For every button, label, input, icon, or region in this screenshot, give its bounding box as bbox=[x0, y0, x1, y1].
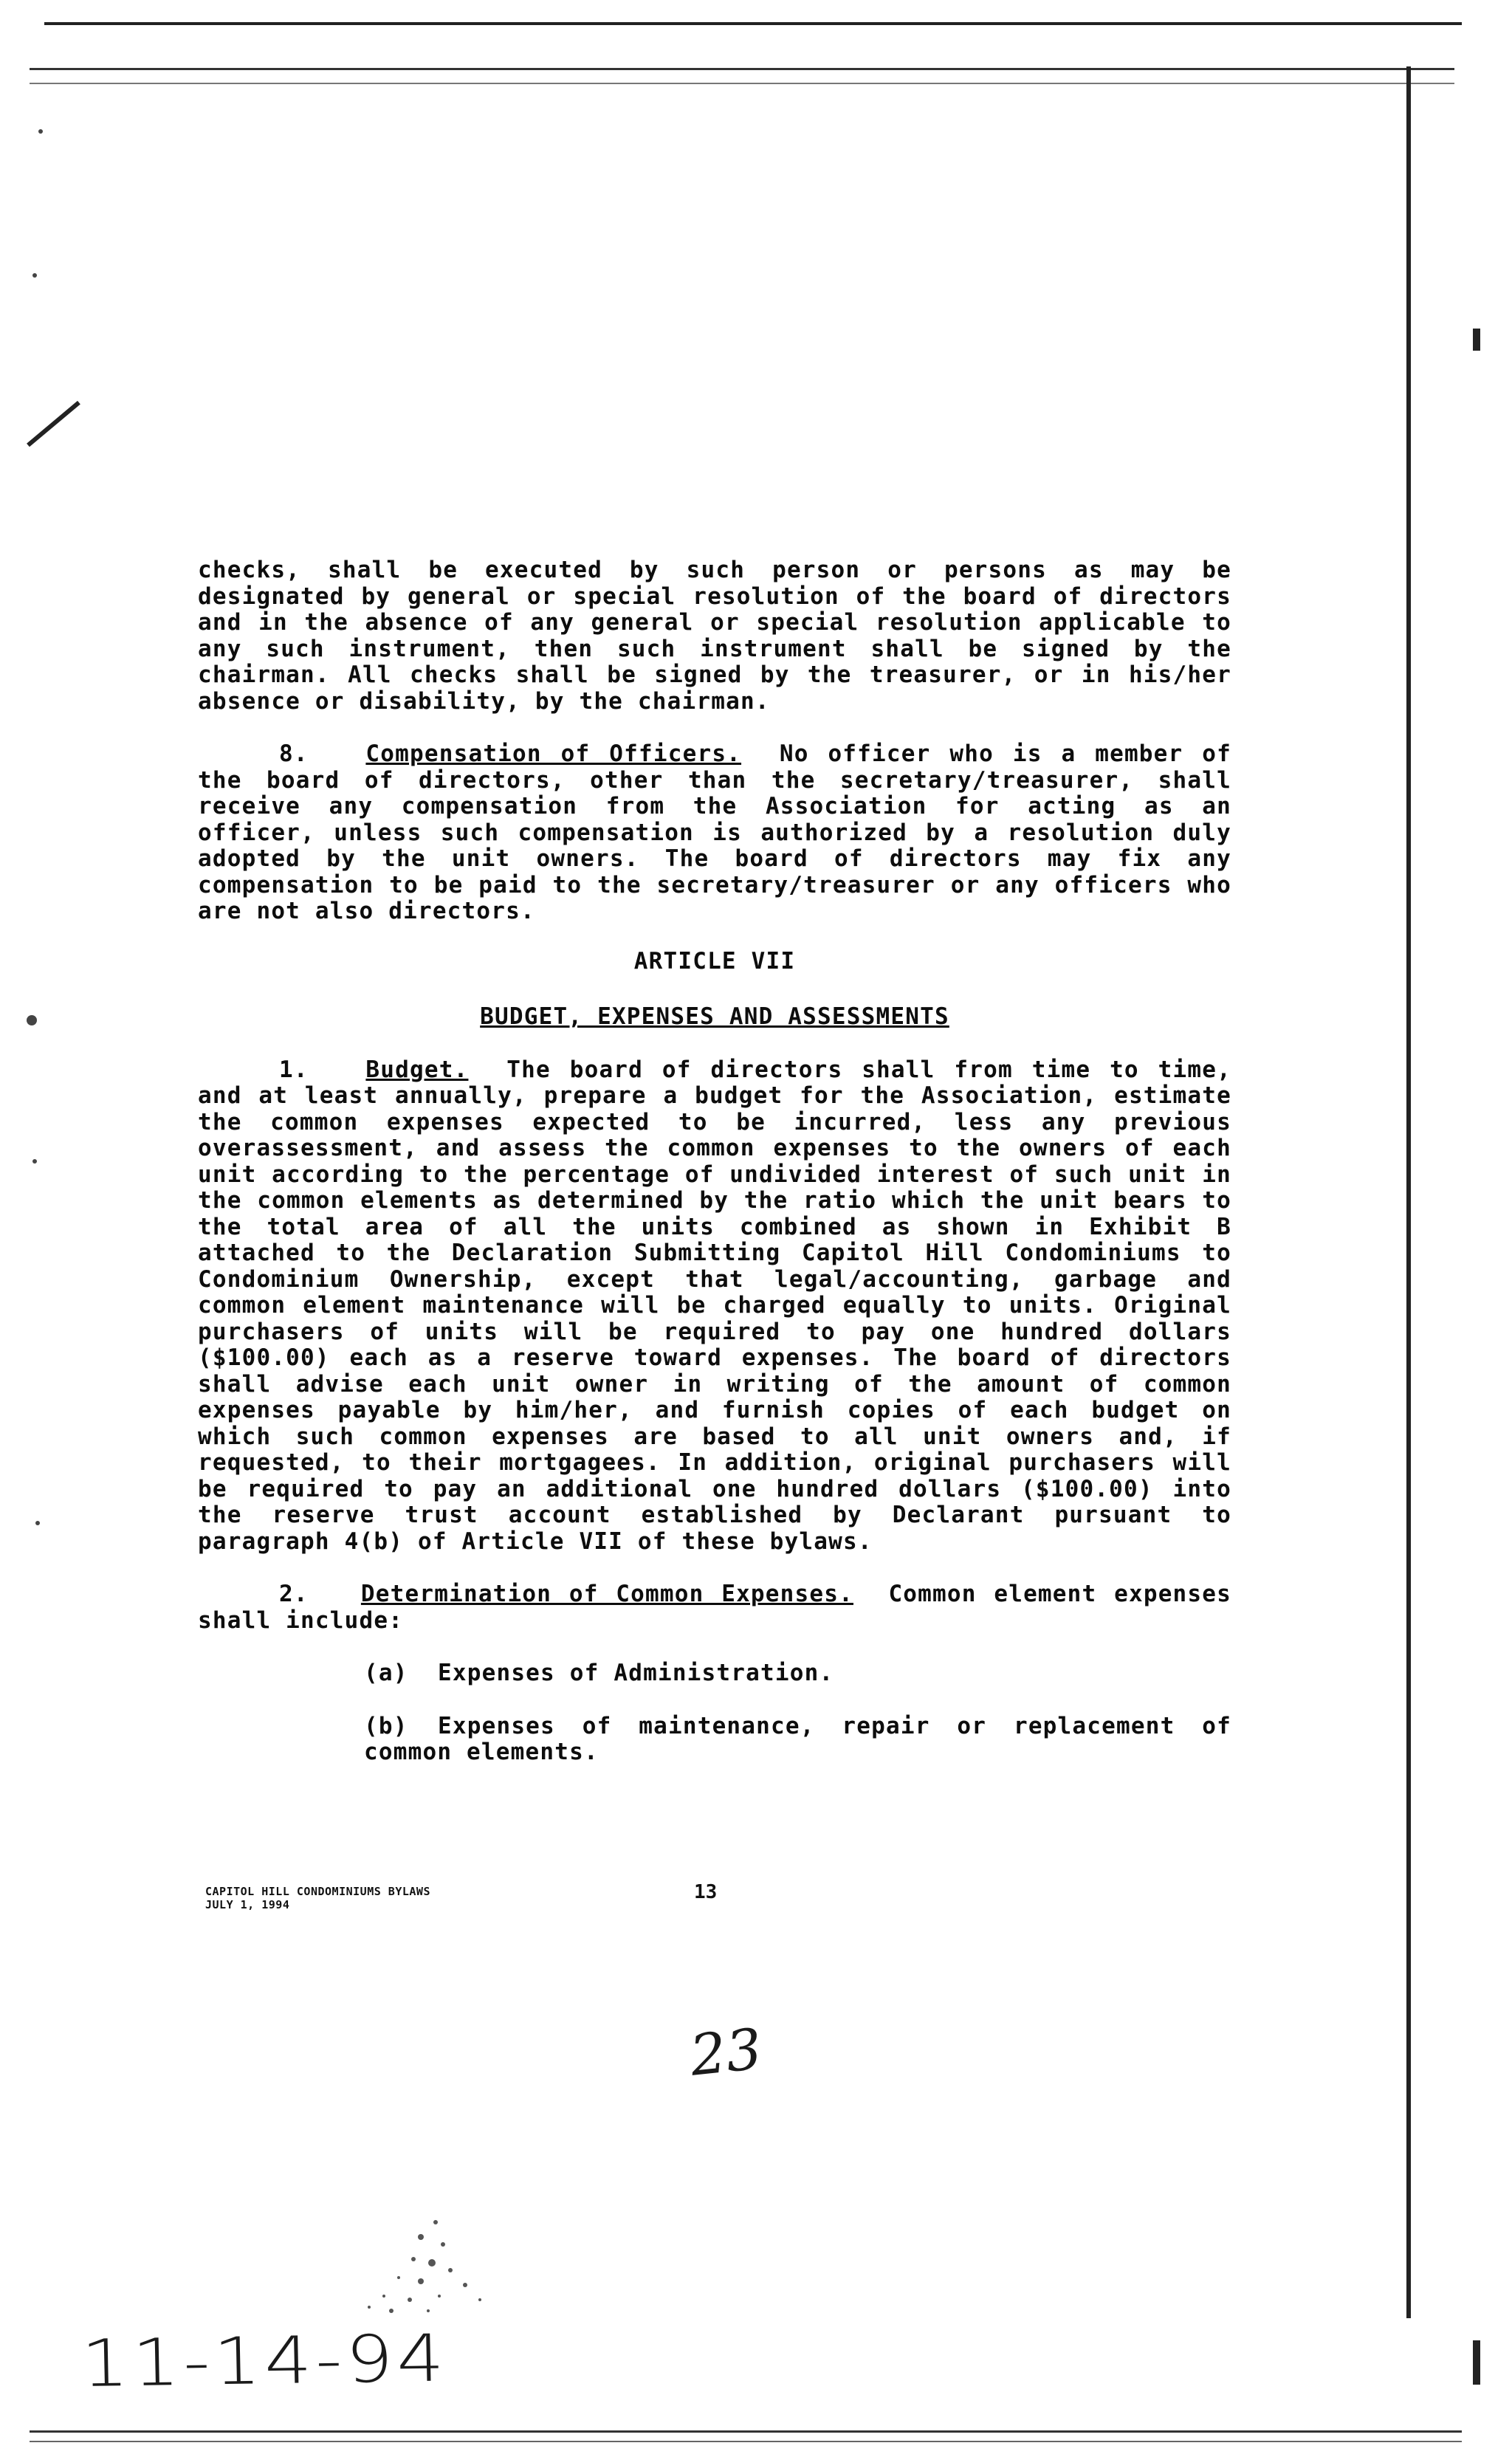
section-8-paragraph bbox=[198, 741, 1231, 925]
checks-paragraph: checks, shall be executed by such person or persons as may be designated by general or special resolution of the board of directors and in the absence of any general or special resolution applicable to any such instrument, then such instrument shall be signed by the chairman. All checks shall be signed by the treasurer, or in his/her absence or disability, by the chairman. bbox=[198, 557, 1231, 715]
bottom-border-line-faint bbox=[30, 2441, 1462, 2442]
section-2-heading: Determination of Common Expenses. bbox=[360, 1581, 853, 1607]
section-2-paragraph bbox=[198, 1581, 1231, 1634]
section-1-paragraph bbox=[198, 1057, 1231, 1556]
scan-speck bbox=[35, 1521, 40, 1525]
footer-document-id bbox=[205, 1885, 430, 1911]
top-border-line bbox=[30, 68, 1454, 70]
scan-speck bbox=[32, 1159, 37, 1164]
item-b-text: Expenses of maintenance, repair or replacement of common elements. bbox=[364, 1712, 1231, 1765]
scan-speck bbox=[32, 273, 37, 278]
bottom-border-line bbox=[30, 2430, 1462, 2433]
right-border-line bbox=[1406, 66, 1411, 2318]
section-8-heading: Compensation of Officers. bbox=[365, 740, 742, 767]
footer-title: CAPITOL HILL CONDOMINIUMS BYLAWS bbox=[205, 1885, 430, 1898]
item-b bbox=[364, 1714, 1231, 1766]
section-2-text: Common element expenses shall include: bbox=[198, 1581, 1232, 1634]
footer-date: JULY 1, 1994 bbox=[205, 1898, 290, 1911]
item-a-text: Expenses of Administration. bbox=[438, 1660, 834, 1686]
scan-edge-mark bbox=[1473, 329, 1480, 351]
handwritten-date: 11-14-94 bbox=[80, 2320, 449, 2402]
section-8-text: No officer who is a member of the board of directors, other than the secretary/treasurer, shall receive any compensation from the Association for acting as an officer, unless such compensation is authorized by a resolution duly adopted by the unit owners. The board of directors may fix any compensation to be paid to the secretary/treasurer or any officers who are not also directors. bbox=[198, 740, 1232, 924]
scan-artifact-mark bbox=[27, 401, 80, 447]
section-1-heading: Budget. bbox=[365, 1056, 469, 1083]
section-8-number: 8. bbox=[279, 740, 309, 767]
scan-speck bbox=[38, 129, 43, 134]
footer-page-number: 13 bbox=[694, 1881, 718, 1903]
handwritten-page-number: 23 bbox=[687, 2016, 766, 2089]
item-a-label: (a) bbox=[364, 1660, 408, 1686]
stamp-smudge bbox=[347, 2207, 517, 2326]
top-scan-rule bbox=[44, 22, 1462, 25]
top-border-line-faint bbox=[30, 83, 1454, 84]
section-1-text: The board of directors shall from time to time, and at least annually, prepare a budget for the Association, estimate the common expenses expected to be incurred, less any previous overassessment, and assess the common expenses to the owners of each unit according to the percentage of undivided interest of such unit in the common elements as determined by the ratio which the unit bears to the total area of all the units combined as shown in Exhibit B attached to the Declaration Submitting Capitol Hill Condominiums to Condominium Ownership, except that legal/accounting, garbage and common element maintenance will be charged equally to units. Original purchasers of units will be required to pay one hundred dollars ($100.00) each as a reserve toward expenses. The board of directors shall advise each unit owner in writing of the amount of common expenses payable by him/her, and furnish copies of each budget on which such common expenses are based to all unit owners and, if requested, to their mortgagees. In addition, original purchasers will be required to pay an additional one hundred dollars ($100.00) into the reserve trust account established by Declarant pursuant to paragraph 4(b) of Article VII of these bylaws. bbox=[198, 1056, 1232, 1555]
scan-speck bbox=[27, 1015, 37, 1025]
article-title: ARTICLE VII bbox=[633, 947, 796, 975]
section-2-number: 2. bbox=[279, 1581, 309, 1607]
item-a bbox=[364, 1660, 1231, 1687]
section-1-number: 1. bbox=[279, 1056, 309, 1083]
article-subtitle: BUDGET, EXPENSES AND ASSESSMENTS bbox=[480, 1003, 949, 1030]
item-b-label: (b) bbox=[364, 1712, 408, 1739]
document-body bbox=[198, 557, 1231, 1766]
scan-edge-mark bbox=[1473, 2340, 1480, 2385]
